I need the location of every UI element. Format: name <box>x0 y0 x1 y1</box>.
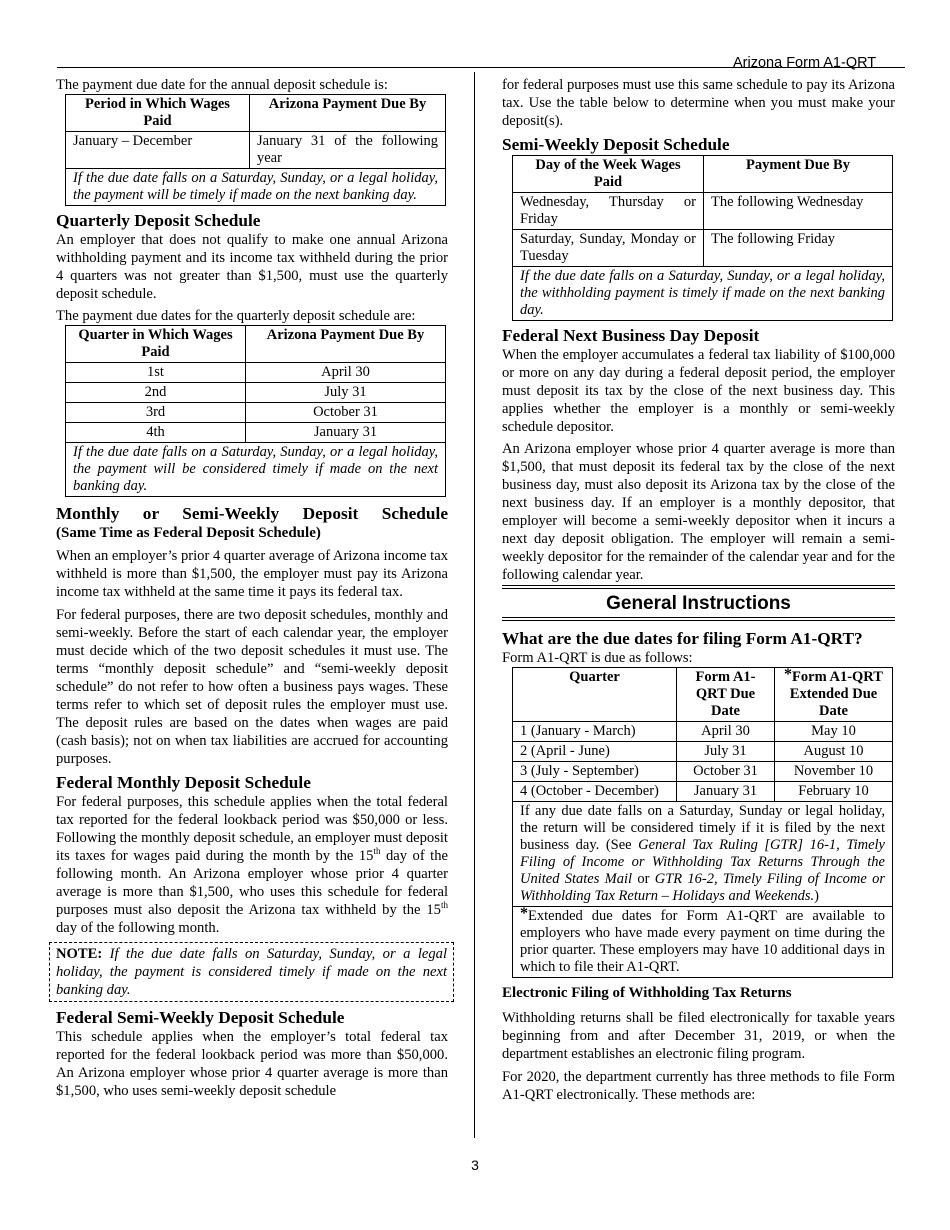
quarter-cell: 3 (July - September) <box>513 762 677 782</box>
text-segment: ) <box>814 888 819 904</box>
next-day-paragraph-1: When the employer accumulates a federal tax liability of $100,000 or more on any day during a federal deposit period, the employer must deposit its tax by the close of the next business day. This applies whether the employer is a monthly or semi-weekly schedule depositor. <box>502 347 895 435</box>
annual-col-period: Period in Which Wages Paid <box>66 95 250 132</box>
quarterly-heading: Quarterly Deposit Schedule <box>56 211 261 230</box>
due-col-quarter: Quarter <box>513 668 677 722</box>
due-cell: October 31 <box>246 403 446 423</box>
federal-semiweekly-paragraph: This schedule applies when the employer’s total federal tax reported for the federal lookback period was more than $50,000. An Arizona employer whose prior 4 quarter average is more than $1,500, who uses semi-weekly deposit schedule <box>56 1029 448 1099</box>
table-row <box>513 722 893 742</box>
due-dates-intro: Form A1-QRT is due as follows: <box>502 650 693 666</box>
note-box <box>49 942 454 1002</box>
text-segment: day of the following month. An Arizona employer whose prior 4 quarter average is more than $1,500, who uses this schedule for federal purposes must also deposit the Arizona tax withheld by the 15 <box>56 848 448 918</box>
annual-deposit-table <box>65 94 446 206</box>
table-row <box>66 363 446 383</box>
annual-due-cell: January 31 of the following year <box>250 132 446 169</box>
superscript: th <box>373 846 381 857</box>
monthly-paragraph-2: For federal purposes, there are two deposit schedules, monthly and semi-weekly. Before the start of each calendar year, the employer must decide which of the two deposit schedules it must use. The terms “monthly deposit schedule” and “semi-weekly deposit schedule” do not refer to how often a business pays wages. These terms refer to which set of deposit rules the employer must use. The deposit rules are based on the dates when wages are paid (cash basis); not on when tax liabilities are accrued for accounting purposes. <box>56 607 448 767</box>
table-row <box>513 230 893 267</box>
table-row <box>513 742 893 762</box>
table-row <box>66 423 446 443</box>
due-cell: January 31 <box>246 423 446 443</box>
federal-monthly-heading: Federal Monthly Deposit Schedule <box>56 773 311 792</box>
due-cell: July 31 <box>246 383 446 403</box>
due-col-due: Form A1-QRT Due Date <box>677 668 775 722</box>
efile-paragraph-1: Withholding returns shall be filed electronically for taxable years beginning from and after December 31, 2019, or when the department establishes an electronic filing program. <box>502 1010 895 1062</box>
asterisk: * <box>520 905 528 922</box>
quarterly-paragraph: An employer that does not qualify to make one annual Arizona withholding payment and its income tax withheld during the prior 4 quarters was not greater than $1,500, must use the quarterly deposit schedule. <box>56 232 448 302</box>
note-label: NOTE: <box>56 946 103 962</box>
extended-cell: November 10 <box>775 762 893 782</box>
column-divider <box>474 72 475 1138</box>
text-segment: or <box>632 871 655 887</box>
quarter-cell: 3rd <box>66 403 246 423</box>
annual-period-cell: January – December <box>66 132 250 169</box>
federal-semiweekly-heading: Federal Semi-Weekly Deposit Schedule <box>56 1008 345 1027</box>
monthly-paragraph-1: When an employer’s prior 4 quarter average of Arizona income tax withheld is more than $1,500, the employer must pay its Arizona income tax withheld at the same time it pays its federal tax. <box>56 548 448 600</box>
semiweekly-heading: Semi-Weekly Deposit Schedule <box>502 135 730 154</box>
quarterly-note: If the due date falls on a Saturday, Sunday, or a legal holiday, the payment will be considered timely if made on the next banking day. <box>66 443 446 497</box>
day-cell: Saturday, Sunday, Monday or Tuesday <box>513 230 704 267</box>
quarter-cell: 1 (January - March) <box>513 722 677 742</box>
next-day-paragraph-2: An Arizona employer whose prior 4 quarter average is more than $1,500, that must deposit its federal tax by the close of the next business day, must also deposit its Arizona tax by the close of the next business day. If an employer is a monthly depositor, that employer will become a semi-weekly depositor when it incurs a next day deposit obligation. The employer will remain a semi-weekly depositor for the remainder of the calendar year and for the following calendar year. <box>502 441 895 583</box>
left-column <box>56 76 448 1100</box>
due-dates-table <box>512 667 893 978</box>
semi-col-day: Day of the Week Wages Paid <box>513 156 704 193</box>
semi-col-due: Payment Due By <box>704 156 893 193</box>
monthly-semiweekly-heading: Monthly or Semi-Weekly Deposit Schedule <box>56 504 448 523</box>
due-cell: January 31 <box>677 782 775 802</box>
due-cell: July 31 <box>677 742 775 762</box>
extended-cell: August 10 <box>775 742 893 762</box>
extended-cell: February 10 <box>775 782 893 802</box>
right-column <box>502 76 895 1104</box>
federal-monthly-paragraph <box>56 793 448 937</box>
quarterly-col-due: Arizona Payment Due By <box>246 326 446 363</box>
text-segment: If any due date falls on a Saturday, Sunday or legal holiday, the return will be considered timely if it is filed by the next business day. (See <box>520 803 885 853</box>
next-day-heading: Federal Next Business Day Deposit <box>502 326 760 345</box>
table-row <box>513 782 893 802</box>
text-segment: day of the following month. <box>56 920 220 936</box>
superscript: th <box>440 900 448 911</box>
general-instructions-banner <box>502 588 895 618</box>
due-dates-note <box>513 802 893 907</box>
col-label: Form A1-QRT Extended Due Date <box>789 669 883 719</box>
quarter-cell: 4th <box>66 423 246 443</box>
quarterly-deposit-table <box>65 325 446 497</box>
efile-paragraph-2: For 2020, the department currently has three methods to file Form A1-QRT electronically. These methods are: <box>502 1069 895 1103</box>
table-row <box>66 403 446 423</box>
due-cell: The following Wednesday <box>704 193 893 230</box>
text-segment: Extended due dates for Form A1-QRT are available to employers who have made every payment on time during the prior quarter. These employers may have 10 additional days in which to file their A1-QRT. <box>520 908 885 975</box>
due-dates-heading: What are the due dates for filing Form A1-QRT? <box>502 629 863 648</box>
form-title-header: Arizona Form A1-QRT <box>733 55 877 71</box>
due-cell: April 30 <box>677 722 775 742</box>
efile-heading: Electronic Filing of Withholding Tax Returns <box>502 985 792 1001</box>
annual-col-due: Arizona Payment Due By <box>250 95 446 132</box>
quarterly-col-quarter: Quarter in Which Wages Paid <box>66 326 246 363</box>
extended-cell: May 10 <box>775 722 893 742</box>
gtr-16-1-reference: General Tax Ruling [GTR] 16-1, Timely Filing of Income or Withholding Tax Returns Through the United States Mail <box>520 837 885 887</box>
due-col-extended <box>775 668 893 722</box>
due-cell: April 30 <box>246 363 446 383</box>
table-row <box>513 193 893 230</box>
table-row <box>513 762 893 782</box>
due-cell: October 31 <box>677 762 775 782</box>
text-segment: For federal purposes, this schedule applies when the total federal tax reported for the federal lookback period was $50,000 or less. Following the monthly deposit schedule, an employer must deposit its taxes for wages paid during the month by the 15 <box>56 794 448 864</box>
continued-paragraph: for federal purposes must use this same schedule to pay its Arizona tax. Use the table below to determine when you must make your deposit(s). <box>502 77 895 129</box>
day-cell: Wednesday, Thursday or Friday <box>513 193 704 230</box>
annual-note: If the due date falls on a Saturday, Sunday, or a legal holiday, the payment will be timely if made on the next banking day. <box>66 169 446 206</box>
due-cell: The following Friday <box>704 230 893 267</box>
quarter-cell: 2nd <box>66 383 246 403</box>
extended-note <box>513 907 893 978</box>
semiweekly-table <box>512 155 893 321</box>
annual-intro: The payment due date for the annual deposit schedule is: <box>56 77 388 93</box>
header-rule <box>57 67 905 68</box>
semiweekly-note: If the due date falls on a Saturday, Sunday, or a legal holiday, the withholding payment is timely if made on the next banking day. <box>513 267 893 321</box>
asterisk: * <box>784 666 793 683</box>
quarter-cell: 4 (October - December) <box>513 782 677 802</box>
note-text: If the due date falls on Saturday, Sunday, or a legal holiday, the payment is considered timely if made on the next banking day. <box>56 946 447 998</box>
quarterly-intro: The payment due dates for the quarterly deposit schedule are: <box>56 308 416 324</box>
general-instructions-title: General Instructions <box>606 593 791 614</box>
page-number: 3 <box>471 1157 479 1173</box>
gtr-16-2-reference: GTR 16-2, Timely Filing of Income or Withholding Tax Return – Holidays and Weekends. <box>520 871 885 904</box>
monthly-semiweekly-subheading: (Same Time as Federal Deposit Schedule) <box>56 525 321 541</box>
quarter-cell: 2 (April - June) <box>513 742 677 762</box>
quarter-cell: 1st <box>66 363 246 383</box>
table-row <box>66 383 446 403</box>
